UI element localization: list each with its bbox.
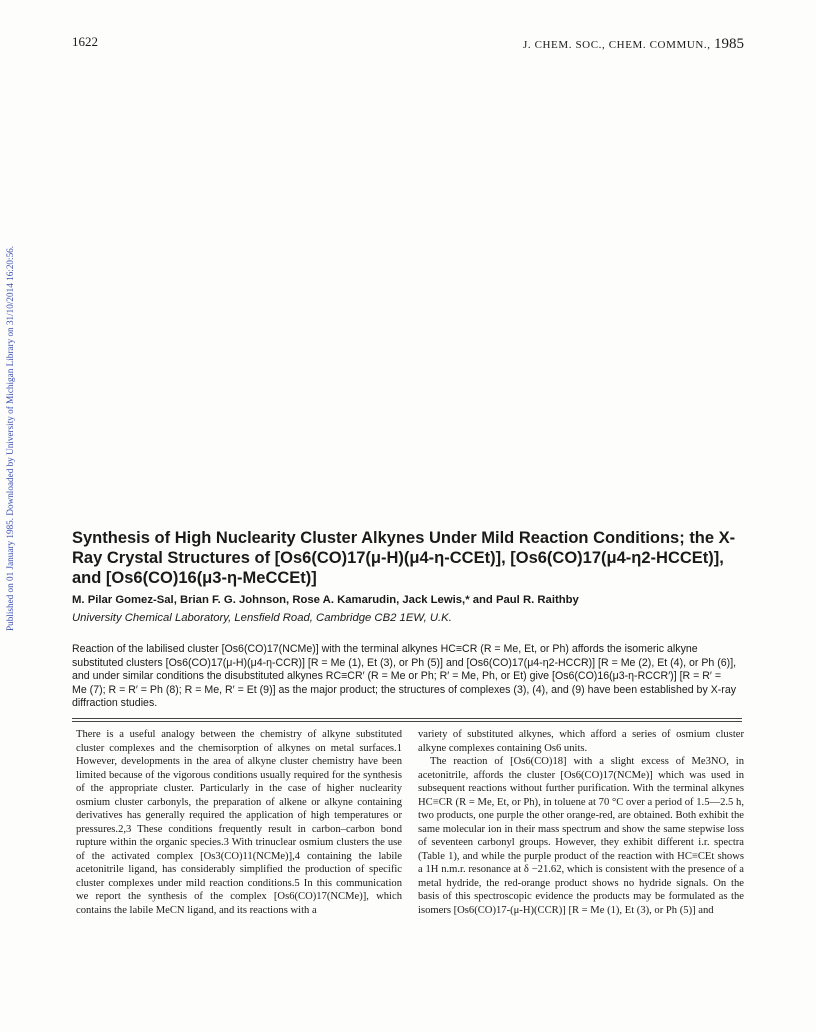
article-abstract: Reaction of the labilised cluster [Os6(CO)17(NCMe)] with the terminal alkynes HC≡CR (R = Me, Et, or Ph) affords the isomeric alkyne substituted clusters [Os6(CO)17(μ-H)(μ4-η-CCR)] [R = Me (1), Et (3), or Ph (5)] and [Os6(CO)17(μ4-η2-HCCR)] [R = Me (2), Et (4), or Ph (6)], and under similar conditions the disubstituted alkynes RC≡CR′ (R = Me or Ph; R′ = Me, Ph, or Et) give [Os6(CO)16(μ3-η-RCCR′)] [R = R′ = Me (7); R = R′ = Ph (8); R = Me, R′ = Et (9)] as the major product; the structures of complexes (3), (4), and (9) have been established by X-ray diffraction studies. [72,643,737,710]
page-number: 1622 [72,34,98,49]
download-watermark [4,183,16,631]
article-authors: M. Pilar Gomez-Sal, Brian F. G. Johnson, Rose A. Kamarudin, Jack Lewis,* and Paul R. Raithby [72,594,579,606]
body-paragraph: There is a useful analogy between the chemistry of alkyne substituted cluster complexes and the chemisorption of alkynes on metal surfaces.1 However, developments in the area of alkyne cluster chemistry have been limited because of the vigorous conditions usually required for the synthesis of the appropriate cluster. Particularly in the case of higher nuclearity osmium cluster carbonyls, the preparation of alkene or alkyne containing derivatives has generally required the application of high temperatures or pressures.2,3 These conditions frequently result in carbon–carbon bond rupture within the organic species.3 With trinuclear osmium clusters the use of the activated complex [Os3(CO)11(NCMe)],4 containing the labile acetonitrile ligand, has considerably simplified the production of specific cluster complexes under mild reaction conditions.5 In this communication we report the synthesis of the complex [Os6(CO)17(NCMe)], which contains the labile MeCN ligand, and its reactions with a [76,729,402,916]
journal-name: J. CHEM. SOC., CHEM. COMMUN., [523,39,711,51]
download-watermark-text: Published on 01 January 1985. Downloaded by University of Michigan Library on 31/10/2014 16:20:56. [5,245,15,631]
section-divider [72,718,742,719]
body-column-right [418,728,744,917]
article-affiliation: University Chemical Laboratory, Lensfield Road, Cambridge CB2 1EW, U.K. [72,612,452,624]
section-divider [72,721,742,722]
body-paragraph: The reaction of [Os6(CO)18] with a slight excess of Me3NO, in acetonitrile, affords the cluster [Os6(CO)17(NCMe)] which was used in subsequent reactions without further purification. With the terminal alkynes HC≡CR (R = Me, Et, or Ph), in toluene at 70 °C over a period of 1.5—2.5 h, two products, one purple the other orange-red, are obtained. Both exhibit the same molecular ion in their mass spectrum and show the same stepwise loss of seventeen carbonyl groups. However, they exhibit different i.r. spectra (Table 1), and while the purple product of the reaction with HC≡CEt shows a 1H n.m.r. resonance at δ −21.62, which is consistent with the presence of a metal hydride, the red-orange product shows no hydride signals. On the basis of this spectroscopic evidence the products may be formulated as the isomers [Os6(CO)17-(μ-H)(CCR)] [R = Me (1), Et (3), or Ph (5)] and [418,756,744,916]
body-paragraph: variety of substituted alkynes, which afford a series of osmium cluster alkyne complexes containing Os6 units. [418,729,744,754]
journal-year: 1985 [713,36,744,52]
body-column-left [76,728,402,917]
running-head [523,36,744,53]
article-title: Synthesis of High Nuclearity Cluster Alkynes Under Mild Reaction Conditions; the X-Ray Crystal Structures of [Os6(CO)17(μ-H)(μ4-η-CCEt)], [Os6(CO)17(μ4-η2-HCCEt)], and [Os6(CO)16(μ3-η-MeCCEt)] [72,529,736,587]
